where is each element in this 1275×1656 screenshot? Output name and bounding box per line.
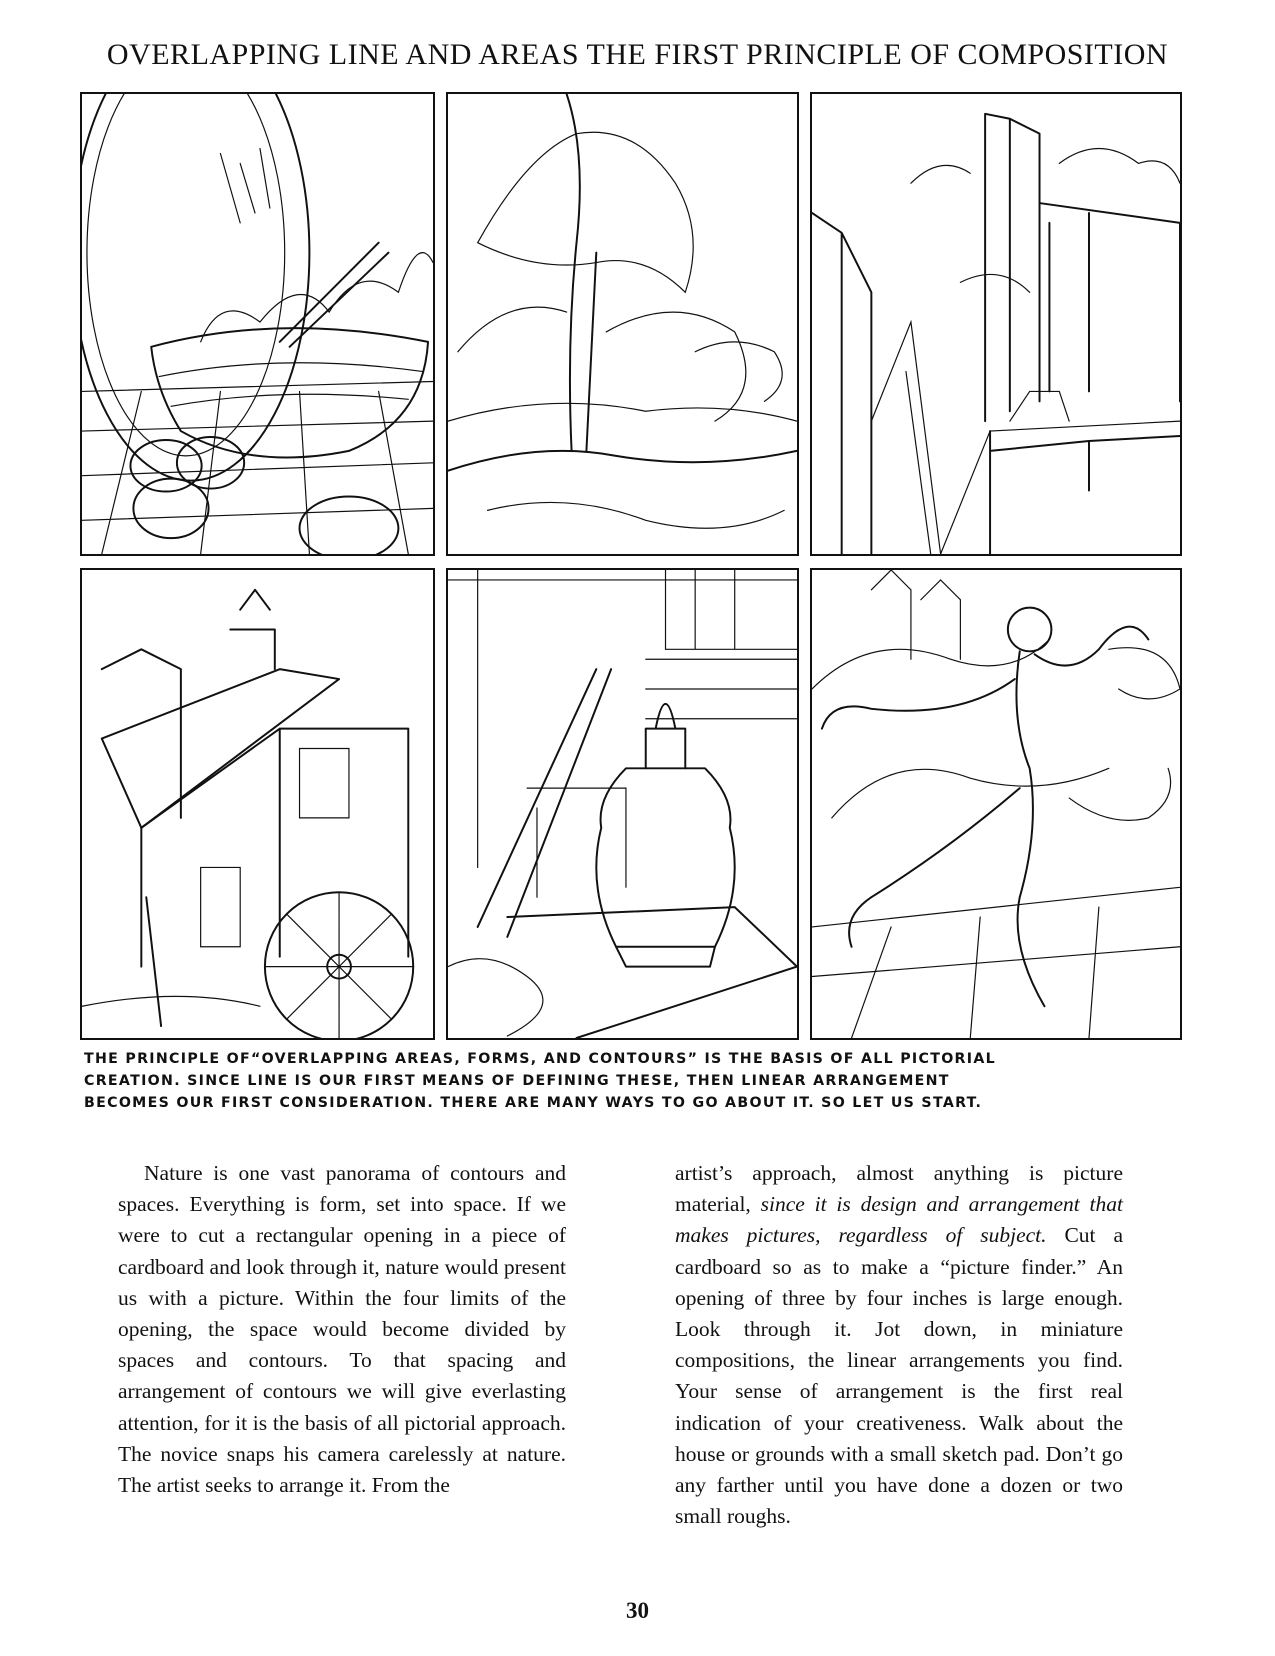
caption-line: THE PRINCIPLE OF“OVERLAPPING AREAS, FORMS, AND CONTOURS” IS THE BASIS OF ALL PICTORIAL <box>84 1051 996 1067</box>
illustration-caption <box>84 1048 1196 1114</box>
body-left-column <box>118 1158 566 1501</box>
still-life-bowl-eggs-sketch-icon <box>80 92 435 556</box>
illustration-grid <box>80 92 1182 1040</box>
farm-barn-wagon-wheel-sketch-icon <box>80 568 435 1040</box>
caption-line: BECOMES OUR FIRST CONSIDERATION. THERE ARE MANY WAYS TO GO ABOUT IT. SO LET US START. <box>84 1095 983 1111</box>
body-paragraph <box>675 1158 1123 1532</box>
caption-line: CREATION. SINCE LINE IS OUR FIRST MEANS OF DEFINING THESE, THEN LINEAR ARRANGEMENT <box>84 1073 950 1089</box>
page-title: OVERLAPPING LINE AND AREAS THE FIRST PRINCIPLE OF COMPOSITION <box>106 38 1169 71</box>
city-skyscrapers-sketch-icon <box>810 92 1182 556</box>
body-text: artist’s approach, almost anything is picture material, <box>675 1161 1123 1217</box>
page-number: 30 <box>626 1598 649 1623</box>
urn-umbrella-interior-sketch-icon <box>446 568 799 1040</box>
body-text: Cut a cardboard so as to make a “picture finder.” An opening of three by four inches is large enough. Look through it. Jot down, in miniature compositions, the linear arrangements you find. Your sense of arrangement is the first real indication of your creativeness. Walk about the house or grounds with a small sketch pad. Don’t go any farther until you have done a dozen or two small roughs. <box>675 1223 1123 1529</box>
dancer-figure-sketch-icon <box>810 568 1182 1040</box>
body-paragraph: Nature is one vast panorama of contours and spaces. Everything is form, set into space. If we were to cut a rectangular opening in a piece of cardboard and look through it, nature would present us with a picture. Within the four limits of the opening, the space would become divided by spaces and contours. To that spacing and arrangement of contours we will give everlasting attention, for it is the basis of all pictorial approach. The novice snaps his camera carelessly at nature. The artist seeks to arrange it. From the <box>118 1161 566 1498</box>
body-right-column <box>675 1158 1123 1532</box>
landscape-tree-sketch-icon <box>446 92 799 556</box>
body-emphasis: since it is design and arrangement that makes pictures, regardless of subject. <box>675 1192 1123 1248</box>
